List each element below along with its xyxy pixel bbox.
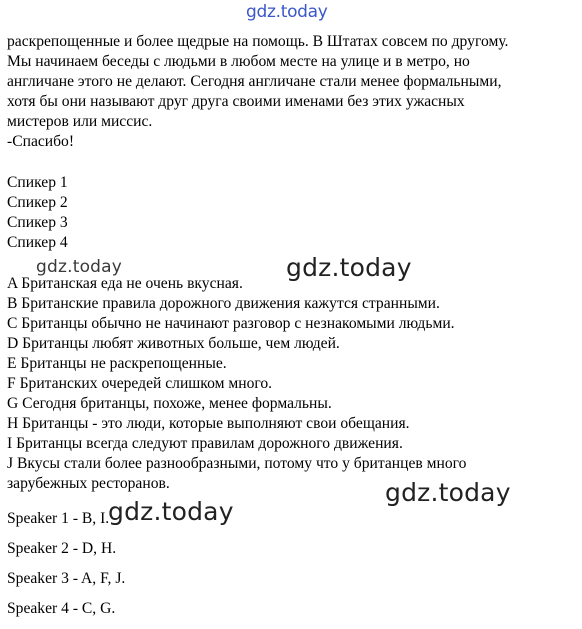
speaker-label: Спикер 1 [7,174,68,191]
answer-line: Speaker 4 - C, G. [7,600,116,617]
thanks-line: -Спасибо! [7,133,75,150]
answer-line: Speaker 2 - D, H. [7,540,117,557]
speaker-label: Спикер 3 [7,214,68,231]
statement-line: J Вкусы стали более разнообразными, потому что у британцев много [7,455,467,472]
paragraph-line: раскрепощенные и более щедрые на помощь. В Штатах совсем по другому. [7,33,509,50]
watermark: gdz.today [286,253,412,282]
statement-line: I Британцы всегда следуют правилам дорожного движения. [7,435,403,452]
watermark: gdz.today [385,478,511,507]
speaker-label: Спикер 4 [7,234,68,251]
watermark-top: gdz.today [246,2,328,22]
answer-line: Speaker 3 - A, F, J. [7,570,126,587]
statement-line: зарубежных ресторанов. [7,475,170,492]
statement-line: A Британская еда не очень вкусная. [7,275,243,292]
watermark: gdz.today [108,497,234,526]
answer-line: Speaker 1 - B, I. [7,510,110,527]
statement-line: E Британцы не раскрепощенные. [7,355,227,372]
paragraph-line: мистеров или миссис. [7,113,153,130]
speaker-label: Спикер 2 [7,194,68,211]
paragraph-line: хотя бы они называют друг друга своими именами без этих ужасных [7,93,465,110]
statement-line: H Британцы - это люди, которые выполняют свои обещания. [7,415,410,432]
statement-line: G Сегодня британцы, похоже, менее формальны. [7,395,332,412]
paragraph-line: англичане этого не делают. Сегодня англичане стали менее формальными, [7,73,502,90]
statement-line: C Британцы обычно не начинают разговор с незнакомыми людьми. [7,315,455,332]
paragraph-line: Мы начинаем беседы с людьми в любом месте на улице и в метро, но [7,53,470,70]
statement-line: D Британцы любят животных больше, чем людей. [7,335,340,352]
statement-line: B Британские правила дорожного движения кажутся странными. [7,295,440,312]
statement-line: F Британских очередей слишком много. [7,375,273,392]
watermark: gdz.today [36,257,123,277]
